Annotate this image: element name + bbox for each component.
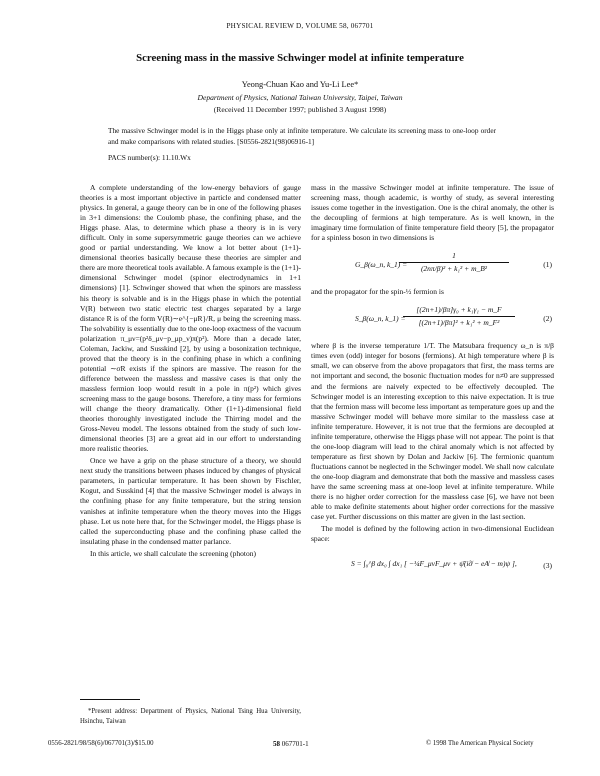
- equation-1: [311, 251, 554, 281]
- article-affiliation: Department of Physics, National Taiwan University, Taipei, Taiwan: [197, 93, 403, 102]
- article-authors: Yeong-Chuan Kao and Yu-Li Lee*: [241, 80, 359, 89]
- equation-number: (3): [543, 561, 552, 571]
- equation-denominator: (2nπ/β)² + k₁² + m_B²: [420, 264, 488, 274]
- article-received-date: (Received 11 December 1997; published 3 August 1998): [213, 105, 387, 114]
- equation-numerator: 1: [399, 251, 509, 263]
- body-paragraph: The model is defined by the following action in two-dimensional Euclidean space:: [311, 524, 554, 544]
- equation-lhs: G_β(ω_n, k_1) =: [355, 260, 408, 270]
- equation-number: (2): [543, 314, 552, 324]
- body-paragraph: mass in the massive Schwinger model at infinite temperature. The issue of screening mass, though academic, is worthy of study, as several interesting issues come together in the investigation. One is the chiral anomaly, the other is the decoupling of fermions at high temperature. As is well known, in the imaginary time formulation of finite temperature field theory [5], the propagator for a spinless boson in two dimensions is: [311, 183, 554, 243]
- body-paragraph: In this article, we shall calculate the screening (photon): [90, 548, 256, 558]
- body-paragraph: Once we have a grip on the phase structure of a theory, we should next study the transitions between phases induced by changes of physical parameters, in particular temperature. It has been shown by Fischler, Kogut, and Susskind [4] that the massive Schwinger model is always in the confining phase for any finite temperature, but the string tension vanishes at infinite temperature when the theory moves into the Higgs phase. Let us note here that, for the Schwinger model, the Higgs phase is called the superconducting phase and the confining phase called the insulating phase in the condensed matter parlance.: [80, 456, 301, 546]
- article-title: Screening mass in the massive Schwinger model at infinite temperature: [136, 52, 464, 64]
- footnote-divider: [80, 699, 140, 700]
- footer-copyright: © 1998 The American Physical Society: [426, 740, 534, 747]
- equation-denominator: [(2n+1)/βπ]² + k₁² + m_F²: [418, 318, 500, 328]
- footer-article-id: 067701-1: [281, 740, 309, 748]
- equation-fraction: [399, 251, 509, 274]
- equation-lhs: S_β(ω_n, k_1) =: [355, 314, 406, 324]
- equation-numerator: [(2n+1)/βπ]γ₀ + k₁γ₁ − m_F: [403, 305, 515, 317]
- right-column: [311, 183, 554, 584]
- article-abstract: The massive Schwinger model is in the Higgs phase only at infinite temperature. We calculate its screening mass to one-loop order and make comparisons with related studies. [S0556-2821(98)06916-1]: [108, 126, 496, 146]
- footer-page-number: [273, 740, 309, 748]
- footnote: *Present address: Department of Physics, National Tsing Hua University, Hsinchu, Taiwan: [80, 708, 301, 725]
- running-head: PHYSICAL REVIEW D, VOLUME 58, 067701: [226, 22, 374, 30]
- body-paragraph: where β is the inverse temperature 1/T. The Matsubara frequency ω_n is π/β times even (odd) integer for bosons (fermions). At high temperature where β is small, we can observe from the above propagators that first, the mass terms are not important and second, the bosonic fluctuation modes for n≠0 are suppressed and the fermions are naively expected to be effectively decoupled. The Schwinger model is an interesting exception to this naive expectation. It is true that the fermion mass will become less important as temperature goes up and the massive Schwinger model will behave more similar to the massless case at infinite temperature. However, it is not true that the fermions are decoupled at infinite temperature, otherwise the Higgs phase will not appear. The point is that the one-loop diagram will lead to the chiral anomaly which is not affected by temperature as first shown by Dolan and Jackiw [6]. The fermionic quantum fluctuations cannot be neglected in the Schwinger model. We shall now calculate the one-loop diagram and demonstrate that both the massive and massless cases have the same screening mass at one-loop level at infinite temperature. While there is no higher order correction for the massless case [6], we have not been able to make definite statements about higher order corrections for the massive case yet. Further discussions on this matter are given in the last section.: [311, 341, 554, 522]
- body-paragraph: and the propagator for the spin-½ fermion is: [311, 287, 444, 297]
- left-column: [80, 183, 301, 559]
- equation-number: (1): [543, 260, 552, 270]
- equation-3: [311, 552, 554, 578]
- equation-body: S = ∫₀^β dx₀ ∫ dx₁ [ −¼F_μνF_μν + ψ̄(i∂̸ − eA̸ − m)ψ ],: [351, 559, 517, 569]
- equation-2: [311, 305, 554, 335]
- pacs-numbers: PACS number(s): 11.10.Wx: [108, 153, 191, 162]
- footer-code: 0556-2821/98/58(6)/067701(3)/$15.00: [48, 740, 154, 747]
- body-paragraph: A complete understanding of the low-energy behaviors of gauge theories is a most important objective in particle and condensed matter physics. In general, a gauge theory can be in one of the following phases in 3+1 dimensions: the Coulomb phase, the confining phase, and the Higgs phase. Alas, to determine which phase a theory is in is very difficult. Only in some supersymmetric gauge theories can we achieve good or partial understanding. We know a lot better about (1+1)-dimensional theories basically because these theories are simpler and there are more theoretical tools available. A famous example is the (1+1)-dimensional Schwinger model (spinor electrodynamics in 1+1 dimensions) [1]. Schwinger showed that when the spinors are massless his theory is solvable and is in the Higgs phase in which the potential V(R) between two static electric test charges separated by a large distance R is of the form V(R)∼e^{−μR}/R, μ being the screening mass. The solvability is essentially due to the one-loop exactness of the vacuum polarization π_μν=(p²δ_μν−p_μp_ν)π(p²). More than a decade later, Coleman, Jackiw, and Susskind [2], by using a bosonization technique, proved that the theory is in the confining phase in which a confining potential ∼σR exists if the spinors are massive. The reason for the difference between the massless and massive cases is that only the massless fermion loop would result in a pole in π(p²) which gives screening mass to the gauge bosons. Therefore, a tiny mass for fermions will change the theory dramatically. Other (1+1)-dimensional field theories thoroughly investigated include the Thirring model and the Gross-Neveu model. The lessons obtained from the study of such low-dimensional theories [3] are a great aid in our effort to understanding more realistic theories.: [80, 183, 301, 454]
- equation-fraction: [403, 305, 515, 328]
- footer-volume: 58: [273, 740, 280, 748]
